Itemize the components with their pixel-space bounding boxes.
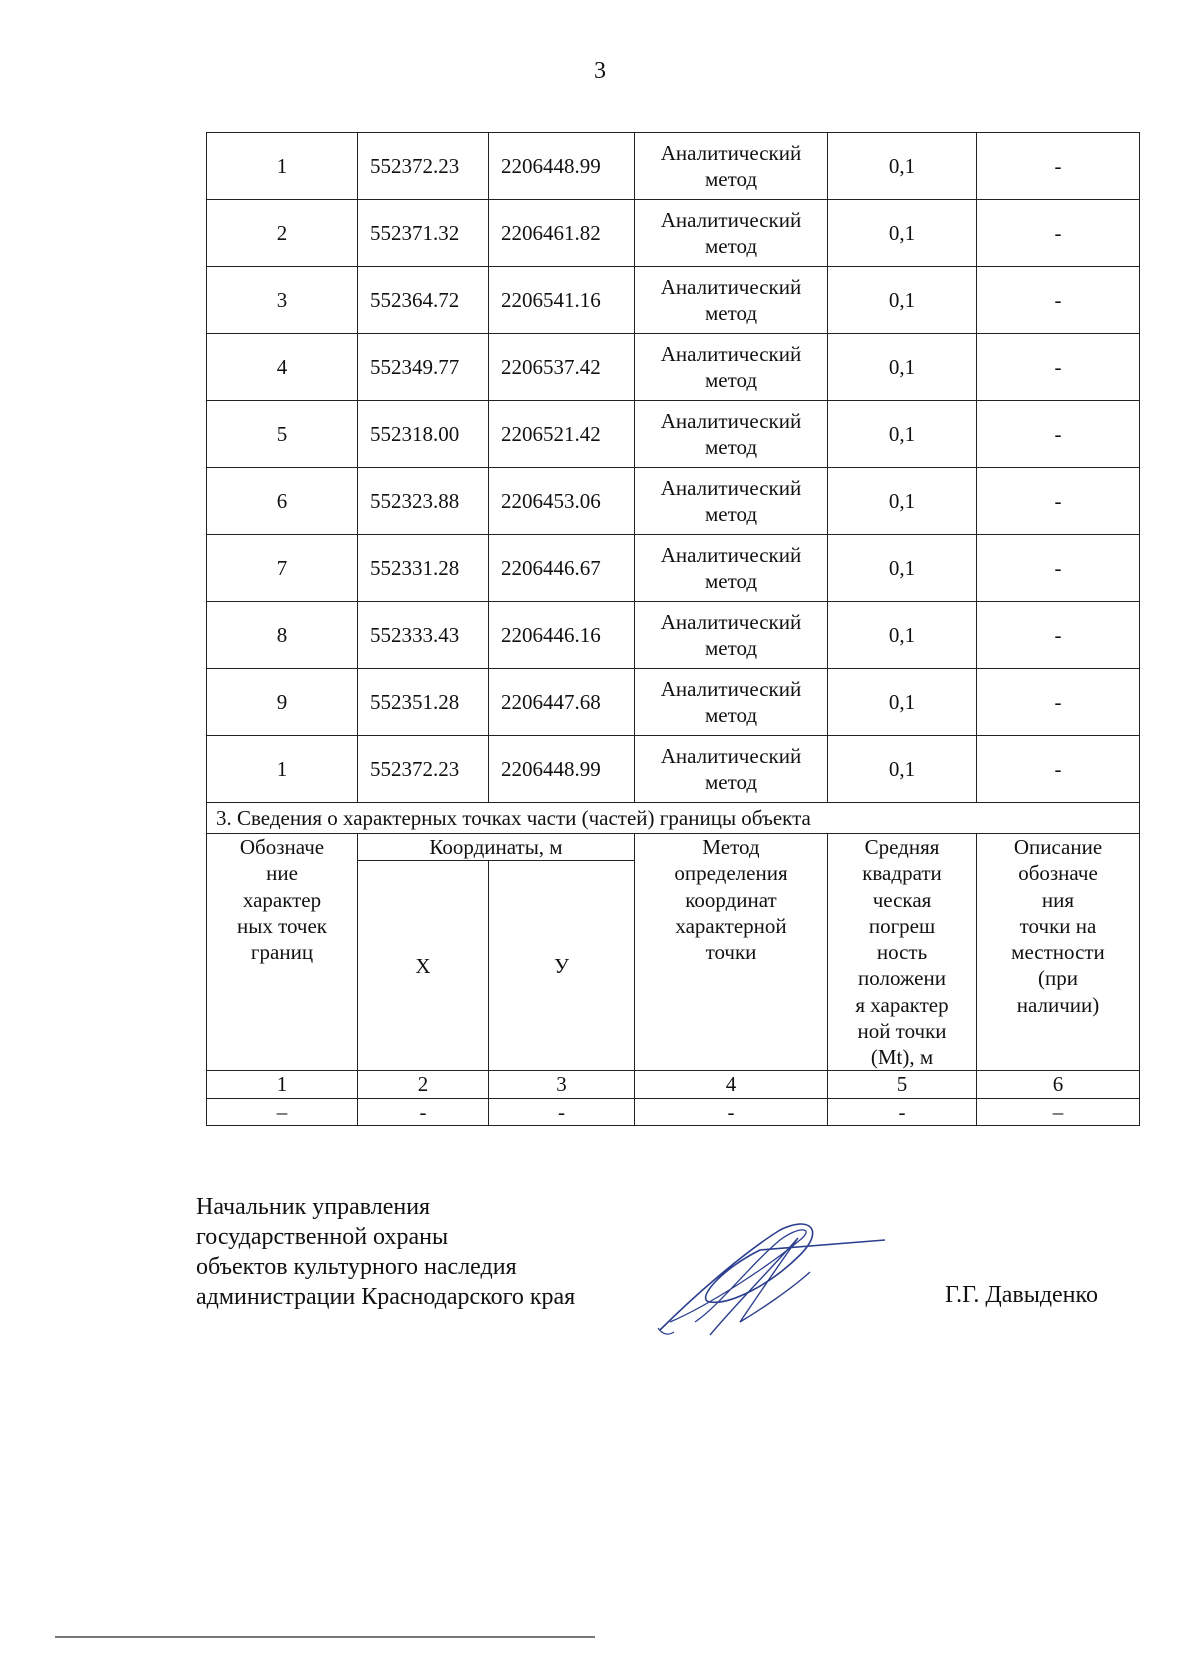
boundary-points-table bbox=[206, 132, 1140, 1126]
method-line: Аналитический bbox=[660, 341, 802, 366]
signer-title-line: Начальник управления bbox=[196, 1194, 431, 1220]
point-number-cell: 3 bbox=[207, 267, 358, 334]
column-number: 2 bbox=[358, 1071, 489, 1098]
method-line: метод bbox=[704, 435, 758, 459]
method-line: Аналитический bbox=[660, 475, 802, 500]
method-line: метод bbox=[704, 502, 758, 526]
description-cell: - bbox=[977, 267, 1140, 334]
mt-cell: 0,1 bbox=[828, 401, 977, 468]
method-cell bbox=[635, 133, 828, 200]
method-cell bbox=[635, 267, 828, 334]
column-numbers-row bbox=[207, 1071, 1140, 1098]
column-number: 1 bbox=[207, 1071, 358, 1098]
method-line: Аналитический bbox=[660, 676, 802, 701]
y-coordinate-cell: 2206447.68 bbox=[489, 669, 635, 736]
method-cell bbox=[635, 602, 828, 669]
point-number-cell: 1 bbox=[207, 133, 358, 200]
x-coordinate-cell: 552372.23 bbox=[358, 133, 489, 200]
header-y: У bbox=[489, 861, 635, 1071]
mt-cell: 0,1 bbox=[828, 535, 977, 602]
y-coordinate-cell: 2206537.42 bbox=[489, 334, 635, 401]
mt-cell: 0,1 bbox=[828, 468, 977, 535]
table-row bbox=[207, 736, 1140, 803]
y-coordinate-cell: 2206448.99 bbox=[489, 133, 635, 200]
signer-name: Г.Г. Давыденко bbox=[945, 1282, 1098, 1308]
point-number-cell: 7 bbox=[207, 535, 358, 602]
x-coordinate-cell: 552333.43 bbox=[358, 602, 489, 669]
x-coordinate-cell: 552318.00 bbox=[358, 401, 489, 468]
method-line: Аналитический bbox=[660, 207, 802, 232]
y-coordinate-cell: 2206541.16 bbox=[489, 267, 635, 334]
method-line: Аналитический bbox=[660, 609, 802, 634]
table-row bbox=[207, 669, 1140, 736]
method-line: метод bbox=[704, 234, 758, 258]
table-row bbox=[207, 133, 1140, 200]
description-cell: - bbox=[977, 602, 1140, 669]
section-3-title: 3. Сведения о характерных точках части (частей) границы объекта bbox=[207, 803, 1140, 834]
x-coordinate-cell: 552364.72 bbox=[358, 267, 489, 334]
mt-cell: 0,1 bbox=[828, 736, 977, 803]
method-line: метод bbox=[704, 770, 758, 794]
header-row-top bbox=[207, 834, 1140, 861]
description-cell: - bbox=[977, 736, 1140, 803]
page-number: 3 bbox=[594, 58, 606, 84]
y-coordinate-cell: 2206521.42 bbox=[489, 401, 635, 468]
empty-cell: – bbox=[207, 1098, 358, 1125]
method-line: метод bbox=[704, 368, 758, 392]
point-number-cell: 1 bbox=[207, 736, 358, 803]
header-coordinates: Координаты, м bbox=[358, 834, 635, 861]
signer-title bbox=[196, 1192, 575, 1312]
x-coordinate-cell: 552351.28 bbox=[358, 669, 489, 736]
mt-cell: 0,1 bbox=[828, 669, 977, 736]
point-number-cell: 4 bbox=[207, 334, 358, 401]
header-mt: Средняя квадрати ческая погреш ность положени я характер ной точки (Mt), м bbox=[828, 834, 977, 1071]
x-coordinate-cell: 552323.88 bbox=[358, 468, 489, 535]
method-line: метод bbox=[704, 569, 758, 593]
method-line: Аналитический bbox=[660, 408, 802, 433]
mt-cell: 0,1 bbox=[828, 133, 977, 200]
y-coordinate-cell: 2206453.06 bbox=[489, 468, 635, 535]
method-line: Аналитический bbox=[660, 743, 802, 768]
method-line: метод bbox=[704, 636, 758, 660]
column-number: 6 bbox=[977, 1071, 1140, 1098]
table-body bbox=[207, 133, 1140, 803]
signer-title-line: объектов культурного наследия bbox=[196, 1254, 517, 1280]
method-line: метод bbox=[704, 301, 758, 325]
table-row bbox=[207, 602, 1140, 669]
mt-cell: 0,1 bbox=[828, 334, 977, 401]
method-cell bbox=[635, 401, 828, 468]
table-row bbox=[207, 468, 1140, 535]
table-row bbox=[207, 535, 1140, 602]
method-line: метод bbox=[704, 703, 758, 727]
header-x: X bbox=[358, 861, 489, 1071]
column-number: 5 bbox=[828, 1071, 977, 1098]
y-coordinate-cell: 2206461.82 bbox=[489, 200, 635, 267]
method-line: метод bbox=[704, 167, 758, 191]
table-row bbox=[207, 334, 1140, 401]
method-line: Аналитический bbox=[660, 542, 802, 567]
empty-cell: - bbox=[489, 1098, 635, 1125]
table-row bbox=[207, 267, 1140, 334]
table-row bbox=[207, 401, 1140, 468]
x-coordinate-cell: 552372.23 bbox=[358, 736, 489, 803]
header-designation: Обозначе ние характер ных точек границ bbox=[207, 834, 358, 1071]
signer-title-line: государственной охраны bbox=[196, 1224, 449, 1250]
method-line: Аналитический bbox=[660, 140, 802, 165]
method-line: Аналитический bbox=[660, 274, 802, 299]
table-row bbox=[207, 200, 1140, 267]
description-cell: - bbox=[977, 401, 1140, 468]
y-coordinate-cell: 2206448.99 bbox=[489, 736, 635, 803]
header-description: Описание обозначе ния точки на местности (при наличии) bbox=[977, 834, 1140, 1071]
description-cell: - bbox=[977, 334, 1140, 401]
description-cell: - bbox=[977, 468, 1140, 535]
point-number-cell: 2 bbox=[207, 200, 358, 267]
method-cell bbox=[635, 468, 828, 535]
empty-data-row bbox=[207, 1098, 1140, 1125]
method-cell bbox=[635, 535, 828, 602]
x-coordinate-cell: 552371.32 bbox=[358, 200, 489, 267]
point-number-cell: 9 bbox=[207, 669, 358, 736]
description-cell: - bbox=[977, 669, 1140, 736]
description-cell: - bbox=[977, 535, 1140, 602]
empty-cell: - bbox=[358, 1098, 489, 1125]
point-number-cell: 8 bbox=[207, 602, 358, 669]
footer-rule bbox=[55, 1636, 595, 1638]
mt-cell: 0,1 bbox=[828, 267, 977, 334]
column-number: 4 bbox=[635, 1071, 828, 1098]
description-cell: - bbox=[977, 133, 1140, 200]
empty-cell: - bbox=[635, 1098, 828, 1125]
y-coordinate-cell: 2206446.67 bbox=[489, 535, 635, 602]
point-number-cell: 6 bbox=[207, 468, 358, 535]
y-coordinate-cell: 2206446.16 bbox=[489, 602, 635, 669]
signer-title-line: администрации Краснодарского края bbox=[196, 1284, 576, 1310]
section-3-row bbox=[207, 803, 1140, 834]
handwritten-signature bbox=[650, 1210, 890, 1340]
empty-cell: – bbox=[977, 1098, 1140, 1125]
column-number: 3 bbox=[489, 1071, 635, 1098]
empty-cell: - bbox=[828, 1098, 977, 1125]
method-cell bbox=[635, 669, 828, 736]
mt-cell: 0,1 bbox=[828, 602, 977, 669]
method-cell bbox=[635, 736, 828, 803]
method-cell bbox=[635, 200, 828, 267]
method-cell bbox=[635, 334, 828, 401]
mt-cell: 0,1 bbox=[828, 200, 977, 267]
x-coordinate-cell: 552331.28 bbox=[358, 535, 489, 602]
description-cell: - bbox=[977, 200, 1140, 267]
header-method: Метод определения координат характерной точки bbox=[635, 834, 828, 1071]
x-coordinate-cell: 552349.77 bbox=[358, 334, 489, 401]
point-number-cell: 5 bbox=[207, 401, 358, 468]
